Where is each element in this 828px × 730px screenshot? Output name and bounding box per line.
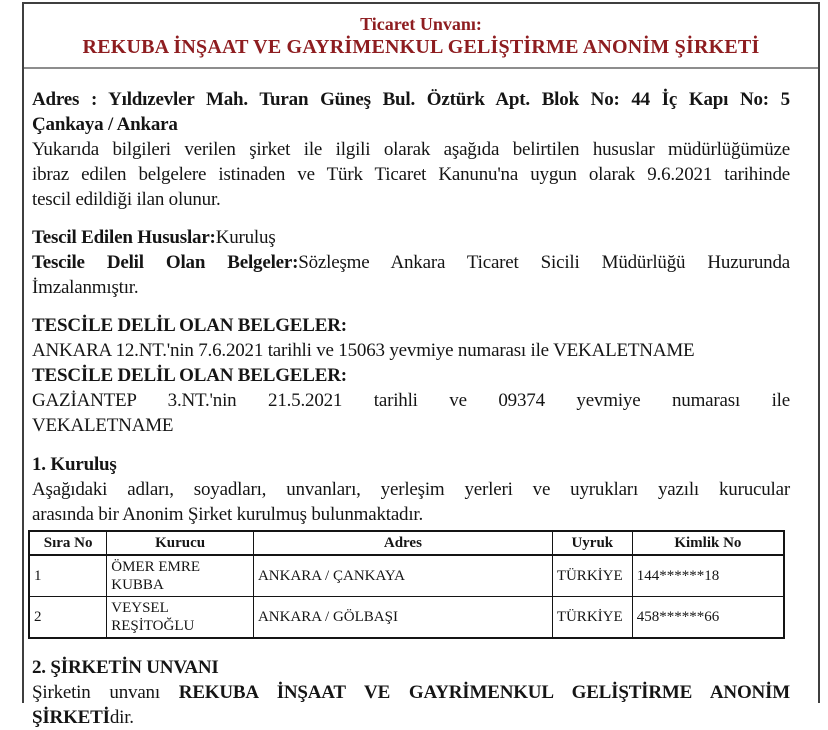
- cell-sira-no: 1: [29, 555, 107, 597]
- address-line-2: Çankaya / Ankara: [32, 114, 178, 135]
- section-2-body-line-2: [32, 705, 790, 730]
- section-2-heading: 2. ŞİRKETİN UNVANI: [32, 657, 219, 678]
- cell-adres: ANKARA / ÇANKAYA: [253, 555, 552, 597]
- company-name-inline-part-2: ŞİRKETİ: [32, 707, 110, 728]
- section-2-body-suffix: dir.: [109, 707, 134, 728]
- cell-kurucu: ÖMER EMRE KUBBA: [107, 555, 254, 597]
- registered-matters-line: [32, 225, 790, 250]
- company-name-title: REKUBA İNŞAAT VE GAYRİMENKUL GELİŞTİRME ANONİM ŞİRKETİ: [82, 36, 760, 58]
- evidence-docs-block: [32, 313, 790, 438]
- evidence-heading-1: TESCİLE DELİL OLAN BELGELER:: [32, 315, 347, 336]
- col-header-sira-no: Sıra No: [29, 531, 107, 555]
- trade-name-label: Ticaret Unvanı:: [360, 14, 482, 34]
- registered-matters-label: Tescil Edilen Hususlar:: [32, 227, 216, 248]
- document-page: [22, 2, 820, 728]
- evidence-heading-2: TESCİLE DELİL OLAN BELGELER:: [32, 365, 347, 386]
- cell-kurucu: VEYSEL REŞİTOĞLU: [107, 597, 254, 639]
- section-2-body-line-1: [32, 680, 790, 705]
- evidence-doc-2-line-2: VEKALETNAME: [32, 415, 174, 436]
- evidence-doc-1: ANKARA 12.NT.'nin 7.6.2021 tarihli ve 15063 yevmiye numarası ile VEKALETNAME: [32, 340, 695, 361]
- table-row: [29, 597, 784, 639]
- section-1-body-line-2: arasında bir Anonim Şirket kurulmuş bulunmaktadır.: [32, 504, 424, 525]
- section-1-heading: 1. Kuruluş: [32, 454, 117, 475]
- document-body: [24, 87, 818, 730]
- col-header-uyruk: Uyruk: [552, 531, 632, 555]
- cell-uyruk: TÜRKİYE: [552, 555, 632, 597]
- cell-kimlik-no: 458******66: [632, 597, 784, 639]
- col-header-adres: Adres: [253, 531, 552, 555]
- intro-line-3: tescil edildiği ilan olunur.: [32, 189, 221, 210]
- registration-block: [32, 225, 790, 300]
- cell-kimlik-no: 144******18: [632, 555, 784, 597]
- registered-matters-value: Kuruluş: [215, 227, 276, 248]
- section-1-body-line-1: Aşağıdaki adları, soyadları, unvanları, yerleşim yerleri ve uyrukları yazılı kurucular: [32, 479, 790, 500]
- evidence-documents-value-cont: İmzalanmıştır.: [32, 277, 139, 298]
- section-2-body-prefix: Şirketin unvanı: [32, 682, 179, 703]
- evidence-documents-value: Sözleşme Ankara Ticaret Sicili Müdürlüğü Huzurunda: [298, 252, 790, 273]
- evidence-doc-2-line-1: GAZİANTEP 3.NT.'nin 21.5.2021 tarihli ve 09374 yevmiye numarası ile: [32, 390, 790, 411]
- cell-adres: ANKARA / GÖLBAŞI: [253, 597, 552, 639]
- address-line-1: Adres : Yıldızevler Mah. Turan Güneş Bul. Öztürk Apt. Blok No: 44 İç Kapı No: 5: [32, 89, 790, 110]
- intro-line-2: ibraz edilen belgelere istinaden ve Türk Ticaret Kanunu'na uygun olarak 9.6.2021 tarihinde: [32, 164, 790, 185]
- section-2-block: [32, 655, 790, 730]
- table-row: [29, 555, 784, 597]
- header-box: [24, 4, 818, 69]
- evidence-documents-line: [32, 250, 790, 275]
- intro-line-1: Yukarıda bilgileri verilen şirket ile ilgili olarak aşağıda belirtilen hususlar müdürlüğümüze: [32, 139, 790, 160]
- cell-uyruk: TÜRKİYE: [552, 597, 632, 639]
- col-header-kimlik-no: Kimlik No: [632, 531, 784, 555]
- founders-table-header-row: [29, 531, 784, 555]
- evidence-documents-label: Tescile Delil Olan Belgeler:: [32, 252, 299, 273]
- section-1-block: [32, 452, 790, 639]
- address-intro-block: [32, 87, 790, 212]
- col-header-kurucu: Kurucu: [107, 531, 254, 555]
- founders-table: [28, 530, 785, 639]
- cell-sira-no: 2: [29, 597, 107, 639]
- company-name-inline-part-1: REKUBA İNŞAAT VE GAYRİMENKUL GELİŞTİRME ANONİM: [178, 682, 790, 703]
